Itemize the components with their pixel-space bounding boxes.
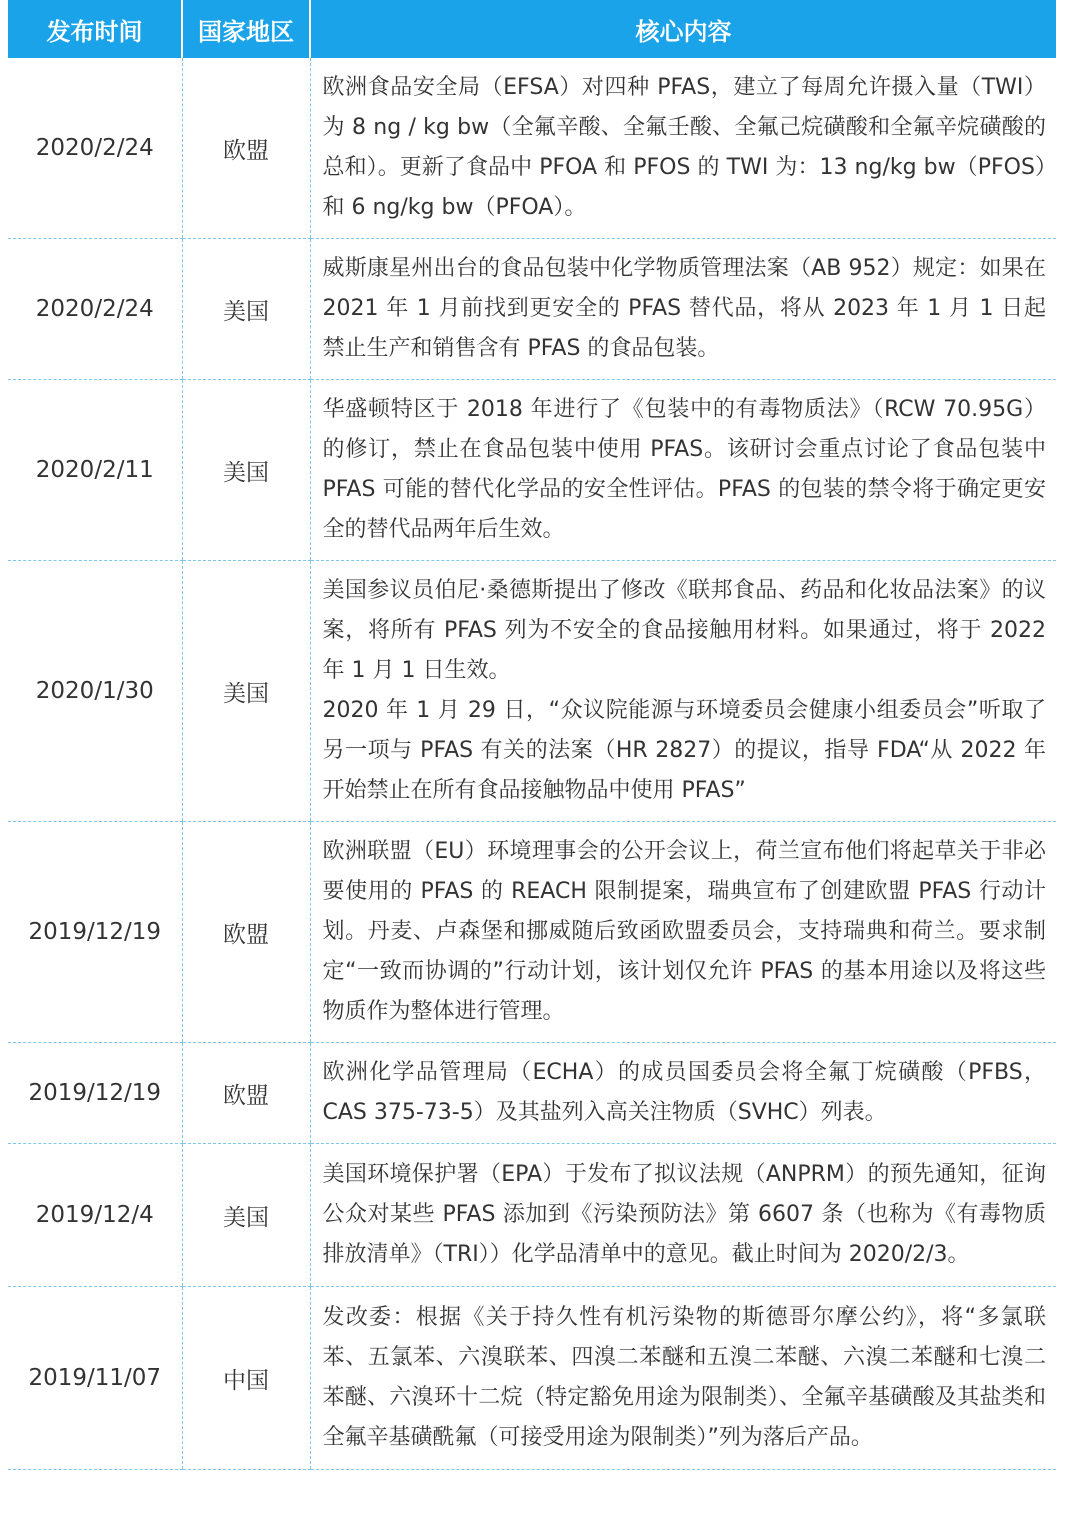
header-date: 发布时间 — [8, 0, 182, 58]
regulation-table-container — [8, 0, 1056, 1470]
table-header — [8, 0, 1056, 58]
table-row — [8, 1144, 1056, 1287]
row-region: 欧盟 — [182, 1043, 310, 1144]
row-region: 美国 — [182, 1144, 310, 1287]
row-content: 美国环境保护署（EPA）于发布了拟议法规（ANPRM）的预先通知，征询公众对某些 PFAS 添加到《污染预防法》第 6607 条（也称为《有毒物质排放清单》（TRI））化学品清单中的意见。截止时间为 2020/2/3。 — [310, 1144, 1056, 1287]
row-date: 2020/2/24 — [8, 239, 182, 380]
row-region: 欧盟 — [182, 822, 310, 1043]
table-row — [8, 58, 1056, 239]
row-date: 2019/12/19 — [8, 822, 182, 1043]
table-row — [8, 239, 1056, 380]
header-region: 国家地区 — [182, 0, 310, 58]
table-row — [8, 561, 1056, 822]
row-date: 2020/2/24 — [8, 58, 182, 239]
table-row — [8, 1043, 1056, 1144]
row-date: 2020/1/30 — [8, 561, 182, 822]
row-content: 欧洲食品安全局（EFSA）对四种 PFAS，建立了每周允许摄入量（TWI）为 8 ng / kg bw（全氟辛酸、全氟壬酸、全氟己烷磺酸和全氟辛烷磺酸的总和）。更新了食品中 PFOA 和 PFOS 的 TWI 为：13 ng/kg bw（PFOS）和 6 ng/kg bw（PFOA）。 — [310, 58, 1056, 239]
row-content: 欧洲化学品管理局（ECHA）的成员国委员会将全氟丁烷磺酸（PFBS，CAS 375-73-5）及其盐列入高关注物质（SVHC）列表。 — [310, 1043, 1056, 1144]
row-content: 发改委：根据《关于持久性有机污染物的斯德哥尔摩公约》，将“多氯联苯、五氯苯、六溴联苯、四溴二苯醚和五溴二苯醚、六溴二苯醚和七溴二苯醚、六溴环十二烷（特定豁免用途为限制类）、全氟辛基磺酸及其盐类和全氟辛基磺酰氟（可接受用途为限制类）”列为落后产品。 — [310, 1287, 1056, 1470]
header-content: 核心内容 — [310, 0, 1056, 58]
row-content: 威斯康星州出台的食品包装中化学物质管理法案（AB 952）规定：如果在 2021 年 1 月前找到更安全的 PFAS 替代品，将从 2023 年 1 月 1 日起禁止生产和销售含有 PFAS 的食品包装。 — [310, 239, 1056, 380]
row-region: 美国 — [182, 561, 310, 822]
table-row — [8, 822, 1056, 1043]
header-row — [8, 0, 1056, 58]
row-content: 美国参议员伯尼·桑德斯提出了修改《联邦食品、药品和化妆品法案》的议案，将所有 PFAS 列为不安全的食品接触用材料。如果通过，将于 2022 年 1 月 1 日生效。 2020 年 1 月 29 日，“众议院能源与环境委员会健康小组委员会”听取了另一项与 PFAS 有关的法案（HR 2827）的提议，指导 FDA“从 2022 年开始禁止在所有食品接触物品中使用 PFAS” — [310, 561, 1056, 822]
row-region: 美国 — [182, 239, 310, 380]
table-row — [8, 1287, 1056, 1470]
row-region: 美国 — [182, 380, 310, 561]
table-row — [8, 380, 1056, 561]
table-body — [8, 58, 1056, 1470]
pfas-regulation-table — [8, 0, 1056, 1470]
row-content: 欧洲联盟（EU）环境理事会的公开会议上，荷兰宣布他们将起草关于非必要使用的 PFAS 的 REACH 限制提案，瑞典宣布了创建欧盟 PFAS 行动计划。丹麦、卢森堡和挪威随后致函欧盟委员会，支持瑞典和荷兰。要求制定“一致而协调的”行动计划，该计划仅允许 PFAS 的基本用途以及将这些物质作为整体进行管理。 — [310, 822, 1056, 1043]
row-date: 2019/12/19 — [8, 1043, 182, 1144]
row-region: 中国 — [182, 1287, 310, 1470]
row-region: 欧盟 — [182, 58, 310, 239]
row-content: 华盛顿特区于 2018 年进行了《包装中的有毒物质法》（RCW 70.95G）的修订，禁止在食品包装中使用 PFAS。该研讨会重点讨论了食品包装中 PFAS 可能的替代化学品的安全性评估。PFAS 的包装的禁令将于确定更安全的替代品两年后生效。 — [310, 380, 1056, 561]
row-date: 2019/11/07 — [8, 1287, 182, 1470]
row-date: 2020/2/11 — [8, 380, 182, 561]
row-date: 2019/12/4 — [8, 1144, 182, 1287]
